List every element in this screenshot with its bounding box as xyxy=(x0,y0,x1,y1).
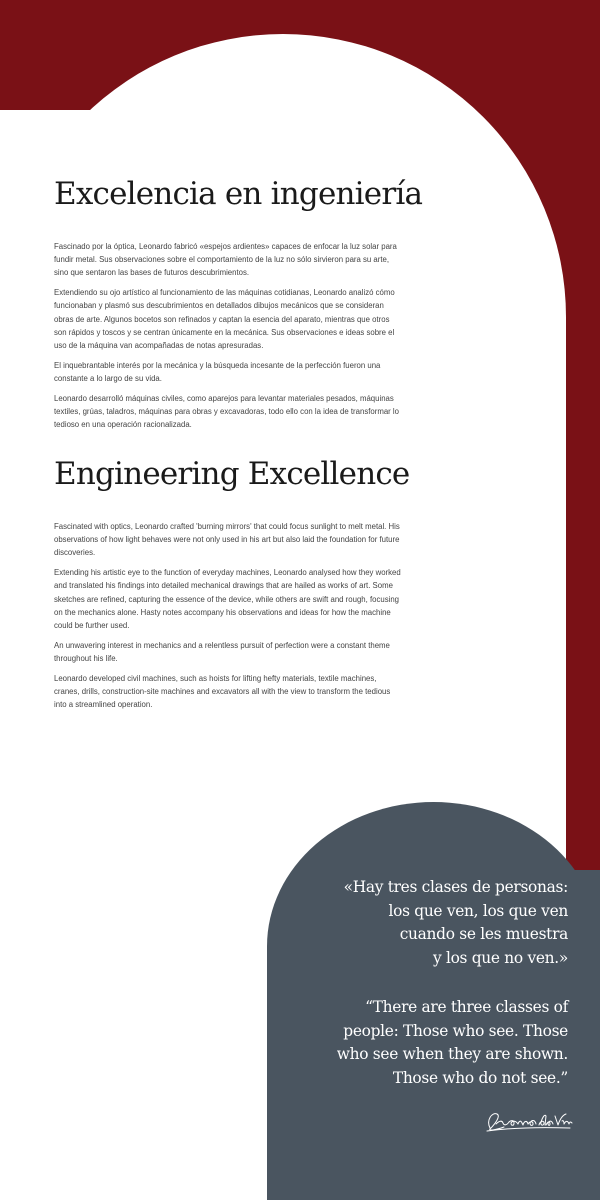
spanish-quote-line: los que ven, los que ven xyxy=(388,901,568,920)
spanish-paragraph-4: Leonardo desarrolló máquinas civiles, como aparejos para levantar materiales pesados, máquinas textiles, grúas, taladros, máquinas para obras y excavadoras, todo ello con la idea de transformar lo tedioso en una operación racionalizada. xyxy=(54,393,399,429)
english-heading: Engineering Excellence xyxy=(54,456,410,492)
english-quote-line: who see when they are shown. xyxy=(336,1045,568,1063)
english-quote xyxy=(337,996,568,1090)
spanish-heading: Excelencia en ingeniería xyxy=(54,176,423,212)
spanish-paragraph-3: El inquebrantable interés por la mecánica y la búsqueda incesante de la perfección fueron una constante a lo largo de su vida. xyxy=(54,360,381,383)
spanish-quote-line: cuando se les muestra xyxy=(399,925,568,943)
spanish-quote-line: «Hay tres clases de personas: xyxy=(343,878,568,896)
english-quote-line: Those who do not see.” xyxy=(392,1068,568,1087)
english-section xyxy=(54,456,410,718)
english-paragraph-2: Extending his artistic eye to the function of everyday machines, Leonardo analysed how they worked and translated his findings into detailed mechanical drawings that are hailed as works of art. Some sketches are refined, capturing the essence of the device, while others are swift and rough, focusing on the mechanics alone. Hasty notes accompany his observations and ideas for how the machine could be further used. xyxy=(54,568,401,630)
spanish-paragraph-2: Extendiendo su ojo artístico al funcionamiento de las máquinas cotidianas, Leonardo analizó cómo funcionaban y plasmó sus descubrimientos en detallados dibujos mecánicos que se consideran obras de arte. Algunos bocetos son refinados y captan la esencia del aparato, mientras que otros son rápidos y toscos y se centran únicamente en la mecánica. Sus observaciones e ideas sobre el uso de la máquina van acompañadas de notas apresuradas. xyxy=(54,288,395,350)
english-paragraph-3: An unwavering interest in mechanics and a relentless pursuit of perfection were a constant theme throughout his life. xyxy=(54,640,390,663)
english-paragraph-1: Fascinated with optics, Leonardo crafted 'burning mirrors' that could focus sunlight to melt metal. His observations of how light behaves were not only used in his art but also laid the foundation for future discoveries. xyxy=(54,522,400,558)
english-quote-line: “There are three classes of xyxy=(365,998,568,1016)
english-quote-line: people: Those who see. Those xyxy=(343,1021,568,1040)
spanish-quote-line: y los que no ven.» xyxy=(432,948,568,967)
english-paragraph-4: Leonardo developed civil machines, such as hoists for lifting hefty materials, textile machines, cranes, drills, construction-site machines and excavators all with the view to transform the tedious into a streamlined operation. xyxy=(54,673,391,709)
spanish-section xyxy=(54,176,423,438)
spanish-paragraph-1: Fascinado por la óptica, Leonardo fabricó «espejos ardientes» capaces de enfocar la luz solar para fundir metal. Sus observaciones sobre el comportamiento de la luz no sólo sirvieron para su arte, sino que sentaron las bases de futuros descubrimientos. xyxy=(54,242,397,278)
spanish-quote xyxy=(344,876,568,970)
leonardo-signature-icon xyxy=(484,1108,574,1134)
